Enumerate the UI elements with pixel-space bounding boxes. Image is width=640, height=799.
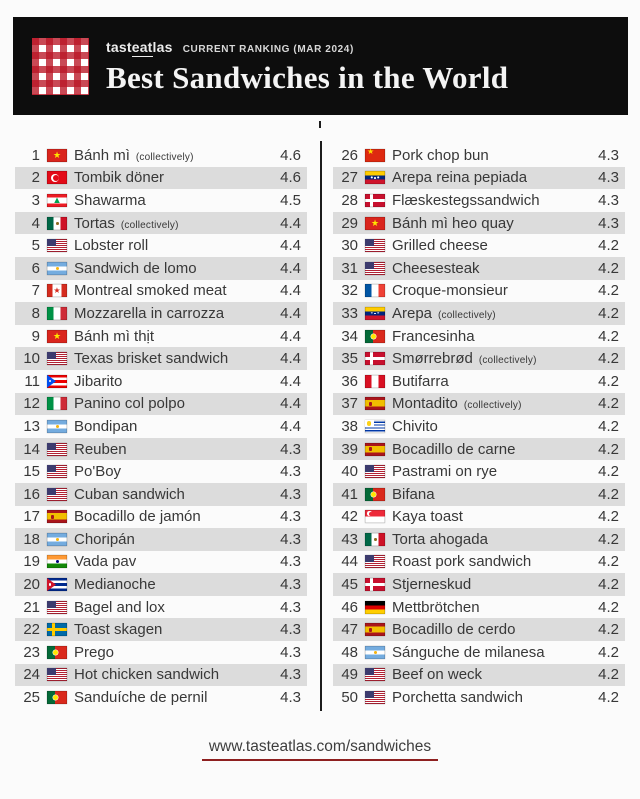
sandwich-name: Grilled cheese	[392, 237, 488, 255]
ranking-row	[333, 347, 625, 370]
ranking-row	[333, 664, 625, 687]
ranking-row	[333, 302, 625, 325]
vietnam-flag-icon	[47, 149, 67, 162]
rank-number: 2	[31, 169, 40, 187]
ranking-row	[15, 212, 307, 235]
spain-flag-icon	[47, 510, 67, 523]
collectively-note: (collectively)	[132, 151, 194, 163]
header-banner	[13, 17, 628, 115]
ranking-row	[15, 641, 307, 664]
rating-value: 4.3	[280, 598, 301, 616]
rank-number: 29	[341, 214, 358, 232]
ranking-column-right	[320, 144, 625, 709]
sandwich-name: Sánguche de milanesa	[392, 643, 545, 661]
rating-value: 4.3	[280, 508, 301, 526]
sandwich-name: Mozzarella in carrozza	[74, 304, 225, 322]
page-title: Best Sandwiches in the World	[106, 60, 509, 95]
rating-value: 4.2	[598, 553, 619, 571]
portugal-flag-icon	[365, 330, 385, 343]
puerto-rico-flag-icon	[47, 375, 67, 388]
rating-value: 4.6	[280, 146, 301, 164]
rank-number: 23	[23, 643, 40, 661]
rating-value: 4.2	[598, 259, 619, 277]
rank-number: 45	[341, 576, 358, 594]
rank-number: 27	[341, 169, 358, 187]
rating-value: 4.2	[598, 643, 619, 661]
denmark-flag-icon	[365, 352, 385, 365]
rating-value: 4.3	[280, 643, 301, 661]
ranking-row	[15, 551, 307, 574]
sandwich-name: Choripán	[74, 530, 135, 548]
ranking-row	[333, 618, 625, 641]
united-states-flag-icon	[47, 465, 67, 478]
rank-number: 11	[24, 372, 40, 390]
sandwich-name: Panino col polpo	[74, 395, 185, 413]
rank-number: 9	[31, 327, 40, 345]
argentina-flag-icon	[47, 420, 67, 433]
rank-number: 47	[341, 621, 358, 639]
rank-number: 21	[23, 598, 40, 616]
rating-value: 4.3	[598, 169, 619, 187]
rating-value: 4.2	[598, 395, 619, 413]
ranking-row	[15, 302, 307, 325]
ranking-row	[15, 234, 307, 257]
rank-number: 26	[341, 146, 358, 164]
rating-value: 4.4	[280, 304, 301, 322]
ranking-row	[15, 686, 307, 709]
ranking-row	[15, 415, 307, 438]
portugal-flag-icon	[47, 691, 67, 704]
spain-flag-icon	[365, 623, 385, 636]
rating-value: 4.4	[280, 214, 301, 232]
ranking-row	[15, 618, 307, 641]
rating-value: 4.2	[598, 350, 619, 368]
rank-number: 5	[31, 237, 40, 255]
mexico-flag-icon	[365, 533, 385, 546]
rating-value: 4.2	[598, 666, 619, 684]
rank-number: 19	[23, 553, 40, 571]
portugal-flag-icon	[365, 488, 385, 501]
rank-number: 24	[23, 666, 40, 684]
ranking-row	[333, 573, 625, 596]
rating-value: 4.2	[598, 576, 619, 594]
united-states-flag-icon	[365, 262, 385, 275]
ranking-row	[333, 415, 625, 438]
rating-value: 4.3	[280, 530, 301, 548]
sandwich-name: Medianoche	[74, 576, 156, 594]
rank-number: 41	[341, 485, 358, 503]
rank-number: 6	[31, 259, 40, 277]
spain-flag-icon	[365, 397, 385, 410]
rank-number: 10	[23, 350, 40, 368]
rank-number: 14	[23, 440, 40, 458]
rating-value: 4.2	[598, 282, 619, 300]
rating-value: 4.4	[280, 372, 301, 390]
china-flag-icon	[365, 149, 385, 162]
ranking-row	[333, 212, 625, 235]
sandwich-name: Mettbrötchen	[392, 598, 480, 616]
rating-value: 4.2	[598, 621, 619, 639]
ranking-row	[333, 280, 625, 303]
ranking-date-label: CURRENT RANKING (MAR 2024)	[182, 44, 354, 55]
sandwich-name: Sandwich de lomo	[74, 259, 197, 277]
rating-value: 4.2	[598, 327, 619, 345]
rank-number: 34	[341, 327, 358, 345]
mexico-flag-icon	[47, 217, 67, 230]
sandwich-name: Bifana	[392, 485, 435, 503]
collectively-note: (collectively)	[460, 400, 522, 412]
germany-flag-icon	[365, 601, 385, 614]
rating-value: 4.2	[598, 417, 619, 435]
rank-number: 17	[23, 508, 40, 526]
brand-wordmark: tasteatlas	[106, 39, 173, 55]
header-text	[106, 39, 508, 93]
ranking-row	[15, 506, 307, 529]
rating-value: 4.3	[280, 689, 301, 707]
rating-value: 4.2	[598, 530, 619, 548]
rank-number: 49	[341, 666, 358, 684]
sandwich-name: Bánh mì (collectively)	[74, 146, 194, 164]
rating-value: 4.4	[280, 327, 301, 345]
rank-number: 12	[23, 395, 40, 413]
collectively-note: (collectively)	[117, 219, 179, 231]
sandwich-name: Prego	[74, 643, 115, 661]
sandwich-name: Bagel and lox	[74, 598, 165, 616]
rank-number: 43	[341, 530, 358, 548]
sandwich-name: Torta ahogada	[392, 530, 488, 548]
sandwich-name: Bocadillo de carne	[392, 440, 516, 458]
rating-value: 4.4	[280, 395, 301, 413]
ranking-row	[15, 393, 307, 416]
ranking-row	[15, 596, 307, 619]
india-flag-icon	[47, 555, 67, 568]
rank-number: 50	[341, 689, 358, 707]
ranking-row	[333, 370, 625, 393]
united-states-flag-icon	[365, 668, 385, 681]
singapore-flag-icon	[365, 510, 385, 523]
tasteatlas-gingham-logo-icon	[32, 38, 89, 95]
cuba-flag-icon	[47, 578, 67, 591]
sandwich-name: Vada pav	[74, 553, 137, 571]
sandwich-name: Reuben	[74, 440, 127, 458]
sandwich-name: Stjerneskud	[392, 576, 472, 594]
ranking-row	[333, 528, 625, 551]
sandwich-name: Cheesesteak	[392, 259, 480, 277]
sandwich-name: Bánh mì heo quay	[392, 214, 514, 232]
sandwich-name: Hot chicken sandwich	[74, 666, 220, 684]
vietnam-flag-icon	[365, 217, 385, 230]
turkey-flag-icon	[47, 171, 67, 184]
united-states-flag-icon	[365, 465, 385, 478]
united-states-flag-icon	[47, 443, 67, 456]
ranking-row	[15, 347, 307, 370]
sandwich-name: Smørrebrød (collectively)	[392, 350, 537, 368]
sandwich-name: Arepa (collectively)	[392, 304, 496, 322]
ranking-row	[333, 393, 625, 416]
ranking-row	[333, 460, 625, 483]
sandwich-name: Pastrami on rye	[392, 463, 498, 481]
ranking-row	[333, 551, 625, 574]
sandwich-name: Tombik döner	[74, 169, 165, 187]
sandwich-name: Bocadillo de cerdo	[392, 621, 516, 639]
ranking-row	[15, 438, 307, 461]
rating-value: 4.4	[280, 417, 301, 435]
ranking-row	[333, 686, 625, 709]
footer	[0, 738, 640, 761]
argentina-flag-icon	[365, 646, 385, 659]
sandwich-name: Po'Boy	[74, 463, 122, 481]
lebanon-flag-icon	[47, 194, 67, 207]
united-states-flag-icon	[365, 555, 385, 568]
rank-number: 1	[31, 146, 40, 164]
rank-number: 35	[341, 350, 358, 368]
ranking-row	[333, 483, 625, 506]
sandwich-name: Francesinha	[392, 327, 475, 345]
rating-value: 4.2	[598, 372, 619, 390]
rank-number: 28	[341, 191, 358, 209]
rating-value: 4.3	[280, 666, 301, 684]
ranking-row	[333, 325, 625, 348]
rating-value: 4.3	[280, 621, 301, 639]
sandwich-name: Montadito (collectively)	[392, 395, 522, 413]
collectively-note: (collectively)	[435, 309, 496, 321]
denmark-flag-icon	[365, 578, 385, 591]
rating-value: 4.4	[280, 282, 301, 300]
venezuela-flag-icon	[365, 307, 385, 320]
united-states-flag-icon	[47, 601, 67, 614]
rank-number: 20	[23, 576, 40, 594]
divider-tick	[319, 121, 321, 128]
sandwich-name: Shawarma	[74, 191, 146, 209]
rank-number: 38	[341, 417, 358, 435]
sandwich-name: Bocadillo de jamón	[74, 508, 201, 526]
ranking-row	[15, 664, 307, 687]
ranking-row	[333, 167, 625, 190]
sandwich-name: Bondipan	[74, 417, 138, 435]
ranking-row	[15, 257, 307, 280]
sandwich-name: Montreal smoked meat	[74, 282, 227, 300]
sandwich-name: Lobster roll	[74, 237, 149, 255]
sandwich-name: Roast pork sandwich	[392, 553, 532, 571]
rating-value: 4.2	[598, 485, 619, 503]
ranking-row	[15, 325, 307, 348]
rank-number: 8	[31, 304, 40, 322]
sweden-flag-icon	[47, 623, 67, 636]
rating-value: 4.5	[280, 191, 301, 209]
rating-value: 4.3	[280, 576, 301, 594]
rank-number: 13	[23, 417, 40, 435]
italy-flag-icon	[47, 397, 67, 410]
ranking-row	[15, 483, 307, 506]
united-states-flag-icon	[47, 239, 67, 252]
rating-value: 4.2	[598, 440, 619, 458]
ranking-row	[15, 167, 307, 190]
sandwich-name: Jibarito	[74, 372, 123, 390]
sandwich-name: Chivito	[392, 417, 438, 435]
rating-value: 4.2	[598, 237, 619, 255]
ranking-row	[333, 144, 625, 167]
rank-number: 40	[341, 463, 358, 481]
rating-value: 4.3	[280, 553, 301, 571]
footer-url-link[interactable]: www.tasteatlas.com/sandwiches	[202, 738, 438, 761]
rating-value: 4.3	[280, 485, 301, 503]
ranking-row	[333, 506, 625, 529]
sandwich-name: Sanduíche de pernil	[74, 689, 208, 707]
sandwich-name: Croque-monsieur	[392, 282, 508, 300]
rank-number: 44	[341, 553, 358, 571]
rank-number: 3	[31, 191, 40, 209]
sandwich-name: Texas brisket sandwich	[74, 350, 229, 368]
rating-value: 4.4	[280, 350, 301, 368]
sandwich-name: Tortas (collectively)	[74, 214, 179, 232]
united-states-flag-icon	[47, 668, 67, 681]
rating-value: 4.2	[598, 508, 619, 526]
ranking-row	[333, 234, 625, 257]
rating-value: 4.4	[280, 259, 301, 277]
rank-number: 36	[341, 372, 358, 390]
rank-number: 18	[23, 530, 40, 548]
denmark-flag-icon	[365, 194, 385, 207]
venezuela-flag-icon	[365, 171, 385, 184]
ranking-row	[15, 528, 307, 551]
france-flag-icon	[365, 284, 385, 297]
ranking-row	[333, 189, 625, 212]
rating-value: 4.6	[280, 169, 301, 187]
sandwich-name: Cuban sandwich	[74, 485, 185, 503]
rank-number: 16	[23, 485, 40, 503]
ranking-row	[15, 460, 307, 483]
rank-number: 31	[341, 259, 358, 277]
rank-number: 37	[341, 395, 358, 413]
collectively-note: (collectively)	[475, 355, 537, 367]
rank-number: 33	[341, 304, 358, 322]
united-states-flag-icon	[365, 691, 385, 704]
sandwich-name: Beef on weck	[392, 666, 483, 684]
rating-value: 4.2	[598, 304, 619, 322]
argentina-flag-icon	[47, 262, 67, 275]
rating-value: 4.4	[280, 237, 301, 255]
rank-number: 4	[31, 214, 40, 232]
ranking-row	[333, 641, 625, 664]
sandwich-name: Porchetta sandwich	[392, 689, 523, 707]
rank-number: 39	[341, 440, 358, 458]
ranking-columns	[15, 131, 625, 713]
united-states-flag-icon	[365, 239, 385, 252]
united-states-flag-icon	[47, 352, 67, 365]
vietnam-flag-icon	[47, 330, 67, 343]
rank-number: 46	[341, 598, 358, 616]
rank-number: 22	[23, 621, 40, 639]
ranking-row	[333, 438, 625, 461]
rank-number: 30	[341, 237, 358, 255]
ranking-row	[15, 370, 307, 393]
ranking-row	[15, 280, 307, 303]
rank-number: 48	[341, 643, 358, 661]
rating-value: 4.3	[598, 146, 619, 164]
sandwich-name: Arepa reina pepiada	[392, 169, 528, 187]
rating-value: 4.2	[598, 463, 619, 481]
spain-flag-icon	[365, 443, 385, 456]
portugal-flag-icon	[47, 646, 67, 659]
rank-number: 7	[31, 282, 40, 300]
ranking-row	[333, 596, 625, 619]
ranking-list	[15, 121, 625, 713]
uruguay-flag-icon	[365, 420, 385, 433]
ranking-row	[333, 257, 625, 280]
rank-number: 42	[341, 508, 358, 526]
rating-value: 4.3	[598, 191, 619, 209]
ranking-row	[15, 144, 307, 167]
sandwich-name: Bánh mì thịt	[74, 327, 155, 345]
ranking-row	[15, 573, 307, 596]
rank-number: 15	[23, 463, 40, 481]
rating-value: 4.2	[598, 689, 619, 707]
rank-number: 25	[23, 689, 40, 707]
argentina-flag-icon	[47, 533, 67, 546]
sandwich-name: Kaya toast	[392, 508, 463, 526]
sandwich-name: Flæskestegssandwich	[392, 191, 540, 209]
united-states-flag-icon	[47, 488, 67, 501]
sandwich-name: Toast skagen	[74, 621, 163, 639]
sandwich-name: Butifarra	[392, 372, 449, 390]
sandwich-name: Pork chop bun	[392, 146, 489, 164]
brand-line	[106, 39, 508, 55]
italy-flag-icon	[47, 307, 67, 320]
rating-value: 4.3	[280, 463, 301, 481]
ranking-column-left	[15, 144, 320, 709]
rank-number: 32	[341, 282, 358, 300]
ranking-row	[15, 189, 307, 212]
rating-value: 4.2	[598, 598, 619, 616]
rating-value: 4.3	[280, 440, 301, 458]
rating-value: 4.3	[598, 214, 619, 232]
canada-flag-icon	[47, 284, 67, 297]
peru-flag-icon	[365, 375, 385, 388]
